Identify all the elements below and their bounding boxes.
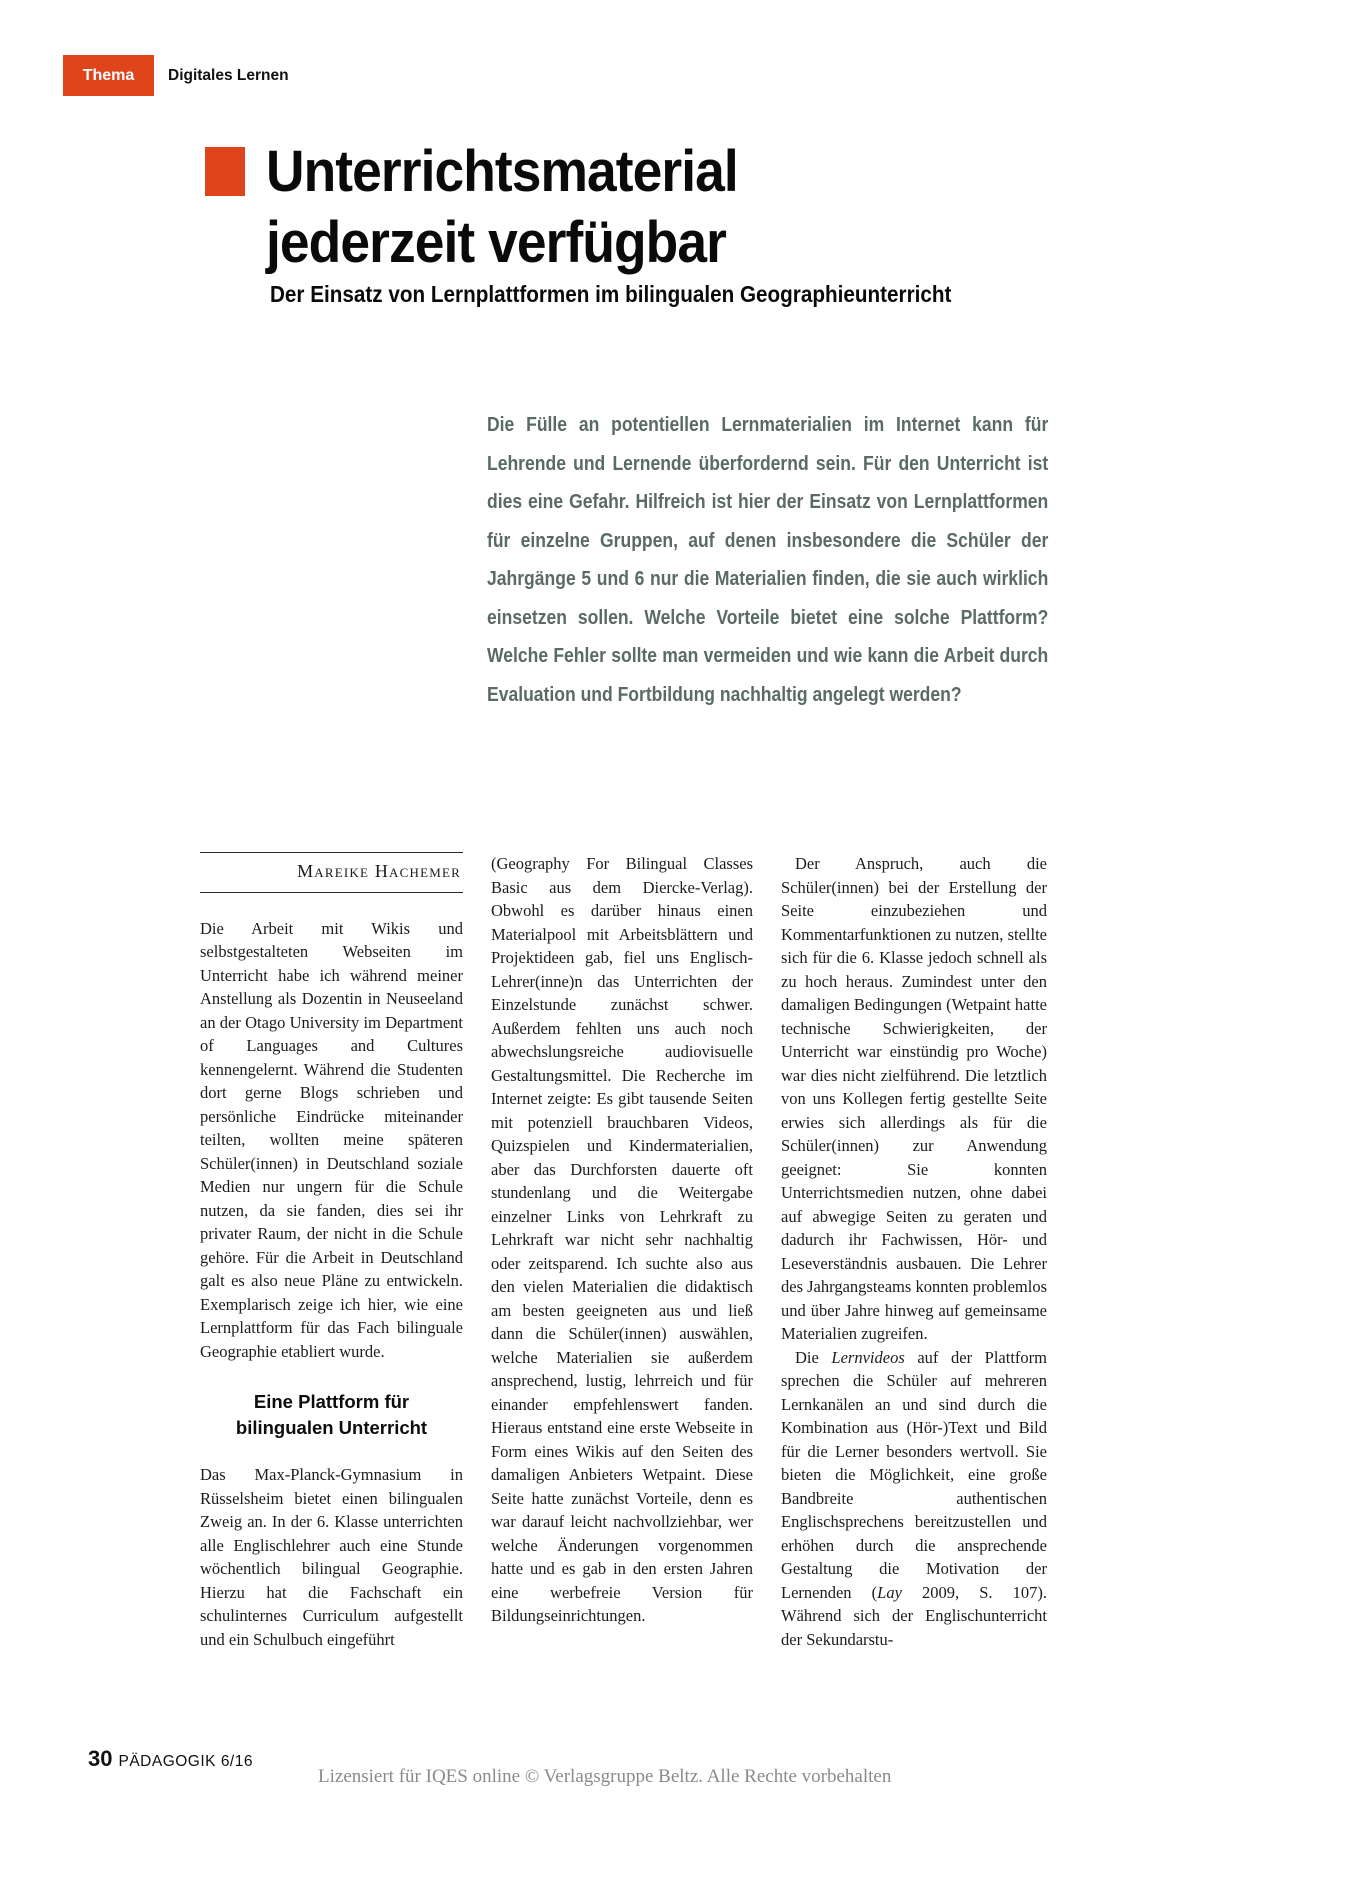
col1-paragraph-2: Das Max-Planck-Gymnasium in Rüsselsheim bietet einen bilingualen Zweig an. In der 6. Klasse unterrichten alle Englischlehrer auch eine Stunde wöchentlich bilingual Geographie. Hierzu hat die Fachschaft ein schulinternes Curriculum aufgestellt und ein Schulbuch eingeführt <box>200 1465 463 1649</box>
topic-label <box>168 55 289 96</box>
section-heading-line1: Eine Plattform für <box>253 1391 410 1412</box>
col3-para2-italic-lay: Lay <box>877 1582 902 1602</box>
footer-page-number: 30 <box>88 1746 113 1771</box>
article-title-line2: jederzeit verfügbar <box>266 210 726 275</box>
section-heading <box>200 1389 463 1441</box>
col3-paragraph-2 <box>781 1346 1047 1652</box>
footer-license-notice: Lizensiert für IQES online © Verlagsgruppe Beltz. Alle Rechte vorbehalten <box>318 1766 892 1787</box>
article-subtitle: Der Einsatz von Lernplattformen im bilingualen Geographieunterricht <box>270 281 952 307</box>
column-1 <box>200 852 463 1651</box>
author-name: Mareike Hachemer <box>297 861 461 881</box>
section-heading-line2: bilingualen Unterricht <box>235 1417 428 1438</box>
column-3 <box>781 852 1047 1651</box>
author-block <box>200 852 463 893</box>
col2-paragraph-1: (Geography For Bilingual Classes Basic aus dem Diercke-Verlag). Obwohl es darüber hinaus einen Materialpool mit Arbeitsblättern und Projektideen gab, fiel uns Englisch-Lehrer(inne)n das Unterrichten der Einzelstunde zunächst schwer. Außerdem fehlten uns auch noch abwechslungsreiche audiovisuelle Gestaltungsmittel. Die Recherche im Internet zeigte: Es gibt tausende Seiten mit potenziell brauchbaren Videos, Quizspielen und Kindermaterialien, aber das Durchforsten dauerte oft stundenlang und die Weitergabe einzelner Links von Lehrkraft zu Lehrkraft war nicht sehr nachhaltig oder zeitsparend. Ich suchte also aus den vielen Materialien die didaktisch am besten geeigneten aus und ließ dann die Schüler(innen) auswählen, welche Materialien sie außerdem ansprechend, lustig, lehrreich und für einander empfehlenswert fanden. Hieraus entstand eine erste Webseite in Form eines Wikis auf den Seiten des damaligen Anbieters Wetpaint. Diese Seite hatte zunächst Vorteile, denn es war darauf leicht nachvollziehbar, wer welche Änderungen vorgenommen hatte und es gab in den ersten Jahren eine werbefreie Version für Bildungseinrichtungen. <box>491 854 753 1625</box>
title-accent-square-icon <box>205 147 245 196</box>
col3-para2-text-mid: auf der Plattform sprechen die Schüler auf mehreren Lernkanälen an und sind durch die Kombination aus (Hör-)Text und Bild für die Lerner besonders wertvoll. Sie bieten die Möglichkeit, eine große Bandbreite authentischen Englischsprechens bereitzustellen und erhöhen durch die ansprechende Gestaltung die Motivation der Lernenden ( <box>781 1347 1047 1602</box>
col3-paragraph-1: Der Anspruch, auch die Schüler(innen) bei der Erstellung der Seite einzubeziehen und Kommentarfunktionen zu nutzen, stellte sich für die 6. Klasse jedoch schnell als zu hoch heraus. Zumindest unter den damaligen Bedingungen (Wetpaint hatte technische Schwierigkeiten, der Unterricht war einstündig pro Woche) war dies nicht zielführend. Die letztlich von uns Kollegen fertig gestellte Seite erwies sich allerdings als für die Schüler(innen) zur Anwendung geeignet: Sie konnten Unterrichtsmedien nutzen, ohne dabei auf abwegige Seiten zu geraten und dadurch ihr Fachwissen, Hör- und Leseverständnis ausbauen. Die Lehrer des Jahrgangsteams konnten problemlos und über Jahre hinweg auf gemeinsame Materialien zugreifen. <box>781 854 1047 1343</box>
col3-para2-text-end: 2009, S. 107). Während sich der Englischunterricht der Sekundarstu- <box>781 1582 1047 1649</box>
article-title-line1: Unterrichtsmaterial <box>266 139 738 204</box>
intro-paragraph: Die Fülle an potentiellen Lernmaterialien im Internet kann für Lehrende und Lernende überfordernd sein. Für den Unterricht ist dies eine Gefahr. Hilfreich ist hier der Einsatz von Lernplattformen für einzelne Gruppen, auf denen insbesondere die Schüler der Jahrgänge 5 und 6 nur die Materialien finden, die sie auch wirklich einsetzen sollen. Welche Vorteile bietet eine solche Plattform? Welche Fehler sollte man vermeiden und wie kann die Arbeit durch Evaluation und Fortbildung nachhaltig angelegt werden? <box>487 414 1049 706</box>
col3-para2-italic-lernvideos: Lernvideos <box>831 1347 905 1367</box>
col1-paragraph-1: Die Arbeit mit Wikis und selbstgestalteten Webseiten im Unterricht habe ich während meiner Anstellung als Dozentin in Neuseeland an der Otago University im Department of Languages and Cultures kennengelernt. Während die Studenten dort gerne Blogs schrieben und persönliche Eindrücke miteinander teilten, wollten meine späteren Schüler(innen) in Deutschland soziale Medien nur ungern für die Schule nutzen, da sie fanden, dies sei ihr privater Raum, der nicht in die Schule gehöre. Für die Arbeit in Deutschland galt es also neue Pläne zu entwickeln. Exemplarisch zeige ich hier, wie eine Lernplattform für das Fach bilinguale Geographie etabliert wurde. <box>200 918 463 1361</box>
footer-left <box>88 1746 253 1772</box>
article-title <box>266 136 738 278</box>
topic-badge-label: Thema <box>82 66 135 84</box>
topic-badge <box>63 55 154 96</box>
col3-para2-text: Die <box>795 1347 832 1367</box>
footer-journal-name: PÄDAGOGIK 6/16 <box>118 1753 253 1770</box>
topic-label-text: Digitales Lernen <box>168 66 289 84</box>
column-2 <box>491 852 753 1628</box>
